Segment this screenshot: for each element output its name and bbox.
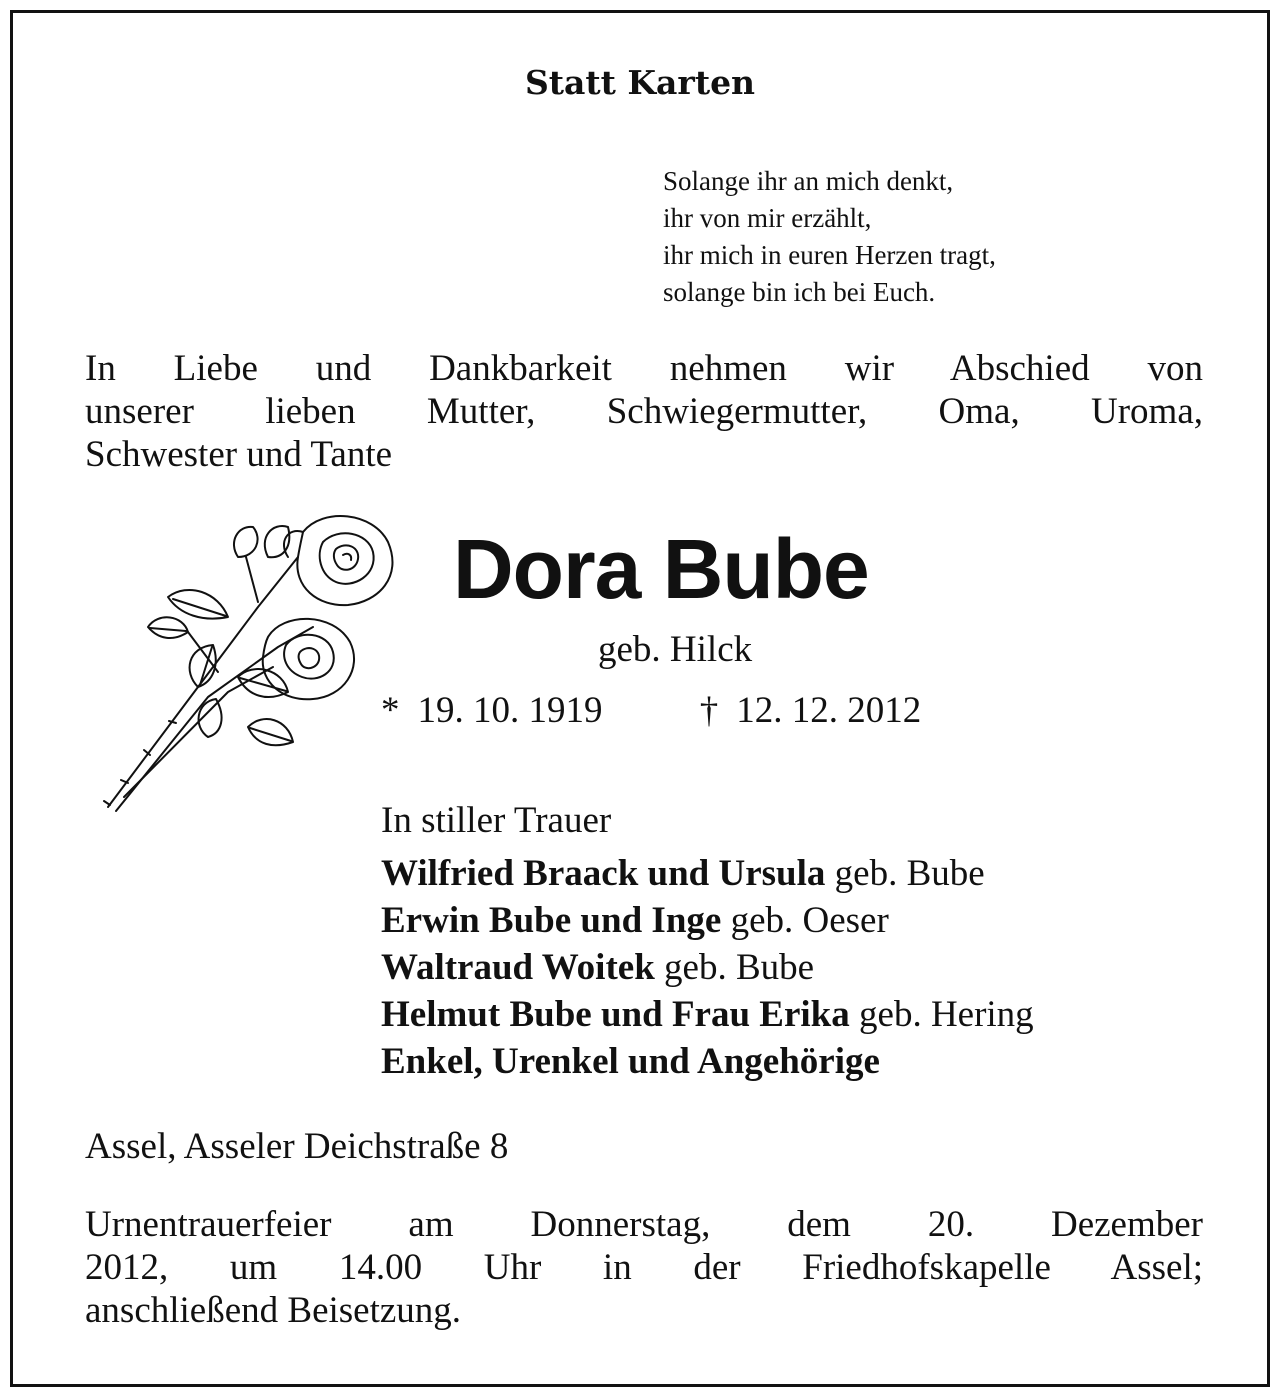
poem-line: ihr von mir erzählt, <box>663 203 872 233</box>
life-dates <box>381 689 921 732</box>
deceased-name: Dora Bube <box>453 522 869 616</box>
mourner-suffix: geb. Bube <box>664 947 815 988</box>
intro-text <box>85 347 1203 476</box>
intro-line: Schwester und Tante <box>85 434 393 475</box>
maiden-name: geb. Hilck <box>598 629 753 670</box>
mourner-name: Waltraud Woitek <box>381 947 655 988</box>
mourners-list <box>381 850 1034 1085</box>
poem-line: solange bin ich bei Euch. <box>663 277 936 307</box>
mourner-entry <box>381 897 1034 944</box>
grief-line: In stiller Trauer <box>381 800 612 841</box>
ceremony-line: 2012, um 14.00 Uhr in der Friedhofskapelle Assel; <box>85 1247 1203 1288</box>
birth-date: 19. 10. 1919 <box>417 690 603 731</box>
poem <box>663 163 996 311</box>
death-symbol: † <box>699 690 719 731</box>
obituary-card <box>10 10 1270 1387</box>
mourner-suffix: geb. Bube <box>834 853 985 894</box>
mourner-name: Enkel, Urenkel und Angehörige <box>381 1041 880 1082</box>
mourner-entry <box>381 850 1034 897</box>
mourner-entry <box>381 1038 1034 1085</box>
mourner-entry <box>381 944 1034 991</box>
intro-line: unserer lieben Mutter, Schwiegermutter, Oma, Uroma, <box>85 391 1203 432</box>
address: Assel, Asseler Deichstraße 8 <box>85 1126 509 1167</box>
heading: Statt Karten <box>524 63 756 102</box>
ceremony-info <box>85 1203 1203 1332</box>
death-date: 12. 12. 2012 <box>736 690 922 731</box>
mourner-name: Helmut Bube und Frau Erika <box>381 994 850 1035</box>
mourner-name: Wilfried Braack und Ursula <box>381 853 826 894</box>
intro-line: In Liebe und Dankbarkeit nehmen wir Abschied von <box>85 348 1203 389</box>
mourner-entry <box>381 991 1034 1038</box>
poem-line: Solange ihr an mich denkt, <box>663 166 954 196</box>
ceremony-line: Urnentrauerfeier am Donnerstag, dem 20. Dezember <box>85 1204 1203 1245</box>
mourner-suffix: geb. Oeser <box>730 900 889 941</box>
ceremony-line: anschließend Beisetzung. <box>85 1290 462 1331</box>
birth-symbol: * <box>381 690 400 731</box>
rose-illustration-icon <box>88 497 418 817</box>
poem-line: ihr mich in euren Herzen tragt, <box>663 240 996 270</box>
mourner-name: Erwin Bube und Inge <box>381 900 722 941</box>
mourner-suffix: geb. Hering <box>859 994 1034 1035</box>
